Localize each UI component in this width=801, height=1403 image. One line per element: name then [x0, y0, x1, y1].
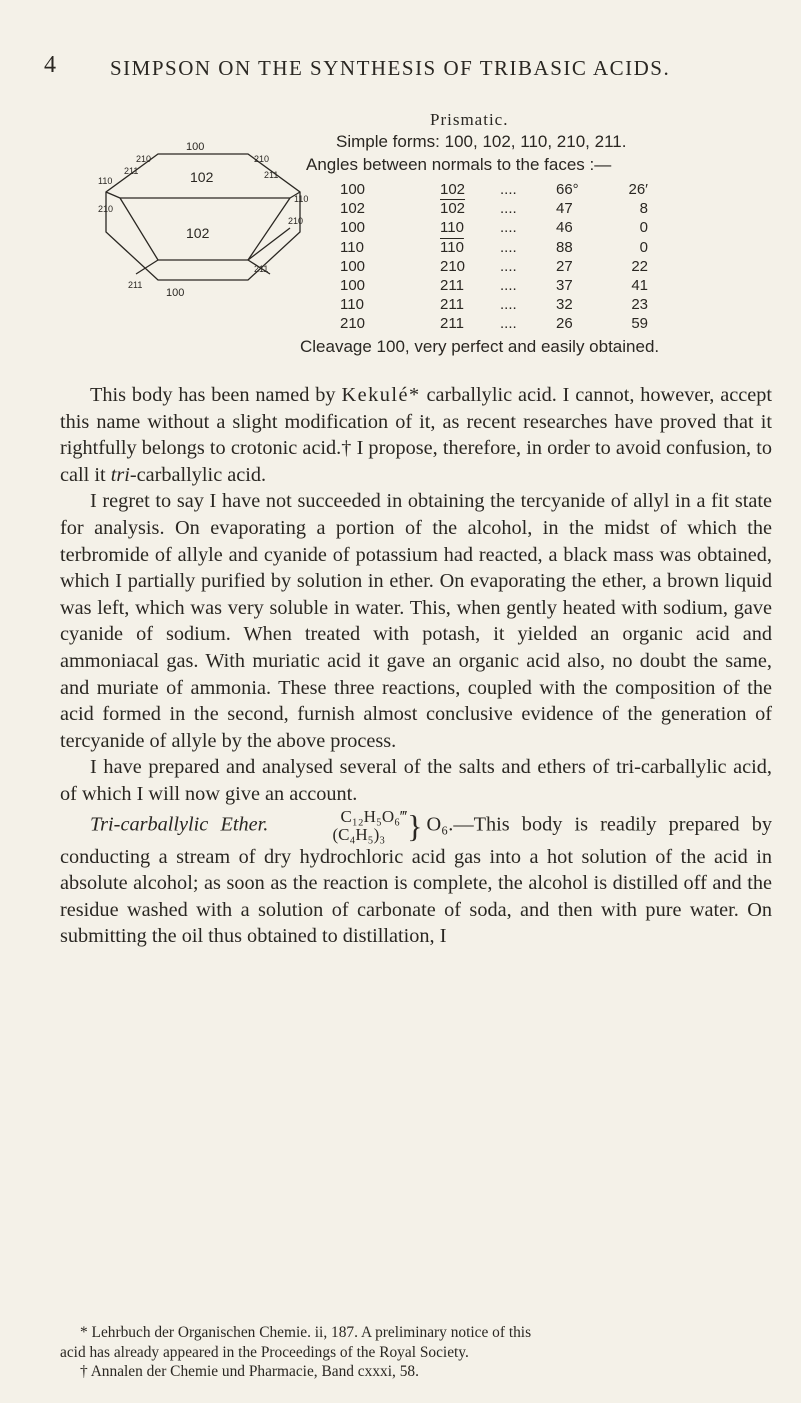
- crystal-label-211-lowerright: 211: [254, 264, 269, 274]
- crystal-label-110-left: 110: [98, 176, 113, 186]
- ether-formula: C₁₂H₅O₆‴ (C₄H₅)₃ }: [332, 806, 423, 844]
- paragraph-3: I have prepared and analysed several of the salts and ethers of tri-carballylic acid, of which I will now give an account.: [60, 756, 772, 805]
- crystal-label-211-lowerleft: 211: [128, 280, 143, 290]
- face-a: 110: [340, 238, 364, 256]
- crystal-edge-lower-diag: [248, 228, 290, 260]
- ether-title: Tri-carballylic Ether.: [90, 813, 269, 836]
- face-b: 102: [440, 200, 466, 218]
- angle-minutes: 22: [631, 257, 648, 275]
- angle-degrees: 46: [556, 219, 573, 237]
- crystal-heading: Prismatic.: [430, 110, 509, 129]
- leader-dots: ....: [500, 200, 517, 218]
- crystal-label-100-top: 100: [186, 141, 205, 153]
- crystal-label-211-left: 211: [124, 166, 139, 176]
- angle-minutes: 41: [631, 277, 648, 295]
- running-head: SIMPSON ON THE SYNTHESIS OF TRIBASIC ACIDS.: [110, 56, 671, 80]
- angle-row: [340, 238, 648, 257]
- face-a: 100: [340, 181, 366, 198]
- angle-minutes: 0: [639, 238, 648, 256]
- angle-row: [340, 218, 648, 237]
- crystal-drawing: [98, 140, 308, 300]
- crystal-label-210-lowerright: 210: [288, 216, 304, 226]
- angles-title: Angles between normals to the faces :—: [306, 155, 612, 174]
- paragraph-4: Tri-carballylic Ether. C₁₂H₅O₆‴ (C₄H₅)₃ } O₆.—This body is readily prepared by conducting a stream of dry hydrochloric acid gas into a hot solution of the acid in absolute alcohol; as soon as the reaction is complete, the alcohol is distilled off and the residue washed with a solution of carbonate of soda, and then with pure water. On submitting the oil thus obtained to distillation, I: [60, 806, 772, 948]
- angle-row: [340, 180, 648, 199]
- angle-minutes: 8: [639, 200, 648, 218]
- leader-dots: ....: [500, 238, 517, 256]
- angle-row: [340, 276, 648, 295]
- angle-row: [340, 199, 648, 218]
- page-number: 4: [44, 52, 56, 78]
- face-b: 110: [440, 219, 464, 237]
- angle-minutes: 26′: [628, 181, 648, 198]
- face-b: 110: [440, 238, 464, 256]
- leader-dots: ....: [500, 219, 517, 237]
- crystal-figure: [98, 140, 308, 300]
- angle-degrees: 27: [556, 257, 573, 275]
- footnote-1-cont: acid has already appeared in the Proceedings of the Royal Society.: [60, 1343, 469, 1361]
- face-a: 102: [340, 200, 366, 218]
- angle-row: [340, 314, 648, 333]
- crystal-edge-lower-right: [248, 198, 290, 260]
- crystal-label-211-right: 211: [264, 170, 279, 180]
- leader-dots: ....: [500, 257, 517, 275]
- footnote-1: * Lehrbuch der Organischen Chemie. ii, 187. A preliminary notice of this: [80, 1324, 532, 1341]
- angle-degrees: 47: [556, 200, 573, 218]
- face-b: 102: [440, 181, 466, 198]
- crystal-edge-upper-left: [106, 192, 120, 198]
- cleavage-note: Cleavage 100, very perfect and easily obtained.: [300, 337, 660, 356]
- angle-degrees: 66°: [556, 181, 579, 198]
- face-a: 100: [340, 277, 366, 295]
- crystal-label-110-right: 110: [294, 194, 309, 204]
- crystal-label-210-topleft: 210: [136, 154, 152, 164]
- angle-minutes: 59: [631, 315, 648, 333]
- angle-degrees: 26: [556, 315, 573, 333]
- face-b: 210: [440, 257, 466, 275]
- face-a: 100: [340, 257, 366, 275]
- crystal-label-210-lowerleft: 210: [98, 204, 114, 214]
- angle-degrees: 37: [556, 277, 573, 295]
- footnote-2: † Annalen der Chemie und Pharmacie, Band cxxxi, 58.: [80, 1363, 419, 1380]
- angle-table: [340, 180, 648, 334]
- author-name: Kekulé*: [341, 384, 421, 406]
- face-b: 211: [440, 277, 464, 295]
- face-a: 100: [340, 219, 366, 237]
- crystal-label-100-bottom: 100: [166, 287, 185, 299]
- angle-minutes: 23: [631, 296, 648, 314]
- simple-forms: Simple forms: 100, 102, 110, 210, 211.: [336, 132, 627, 151]
- body-text: [60, 382, 772, 950]
- crystal-label-210-topright: 210: [254, 154, 270, 164]
- crystal-label-102-upper: 102: [190, 169, 214, 185]
- paragraph-2: I regret to say I have not succeeded in obtaining the tercyanide of allyl in a fit state for analysis. On evaporating a portion of the alcohol, in the midst of which the terbromide of allyle and cyanide of potassium had reacted, a black mass was obtained, which I partially purified by solution in ether. On evaporating the ether, a brown liquid was left, which was very soluble in water. This, when gently heated with sodium, gave cyanide of sodium. When treated with potash, it yielded an organic acid and ammoniacal gas. With muriatic acid it gave an organic acid also, no doubt the same, and muriate of ammonia. These three reactions, coupled with the composition of the acid formed in the second, furnish almost conclusive evidence of the generation of tercyanide of allyle by the above process.: [60, 490, 772, 752]
- angle-row: [340, 295, 648, 314]
- face-a: 110: [340, 296, 364, 314]
- footnotes: [60, 1323, 772, 1382]
- leader-dots: ....: [500, 296, 517, 314]
- face-a: 210: [340, 315, 366, 333]
- angle-minutes: 0: [639, 219, 648, 237]
- face-b: 211: [440, 296, 464, 314]
- angle-degrees: 32: [556, 296, 573, 314]
- leader-dots: ....: [500, 277, 517, 295]
- crystal-label-102-lower: 102: [186, 225, 210, 241]
- face-b: 211: [440, 315, 464, 333]
- leader-dots: ....: [500, 181, 517, 198]
- angle-degrees: 88: [556, 238, 573, 256]
- angle-row: [340, 257, 648, 276]
- paragraph-1: This body has been named by Kekulé* carballylic acid. I cannot, however, accept this name without a slight modification of it, as recent researches have proved that it rightfully belongs to crotonic acid.† I propose, therefore, in order to avoid confusion, to call it tri-carballylic acid.: [60, 384, 772, 486]
- leader-dots: ....: [500, 315, 517, 333]
